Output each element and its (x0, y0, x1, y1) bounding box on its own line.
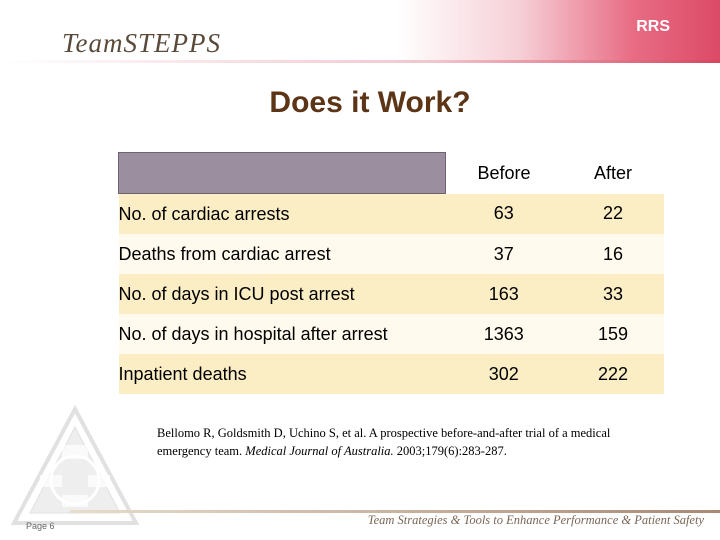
row-label: Deaths from cardiac arrest (119, 234, 446, 274)
table-header-row (119, 153, 665, 194)
table-row (119, 234, 665, 274)
before-value: 163 (446, 274, 563, 314)
row-label: No. of days in hospital after arrest (119, 314, 446, 354)
after-value: 159 (562, 314, 664, 354)
after-value: 22 (562, 194, 664, 235)
before-value: 302 (446, 354, 563, 394)
table-row (119, 274, 665, 314)
citation-authors-title: Bellomo R, Goldsmith D, Uchino S, et al. A prospective before-and-after trial of a medical emergency team. (157, 426, 611, 458)
table-row (119, 314, 665, 354)
column-header-before: Before (477, 162, 531, 183)
row-label: No. of cardiac arrests (119, 194, 446, 235)
column-header-after: After (593, 162, 632, 183)
footer-tagline: Team Strategies & Tools to Enhance Performance & Patient Safety (367, 513, 704, 527)
teamstepps-logo: TeamSTEPPS (62, 28, 222, 58)
table-corner-cell (119, 153, 446, 194)
after-value: 33 (562, 274, 664, 314)
citation-journal: Medical Journal of Australia. (245, 444, 394, 458)
before-value: 37 (446, 234, 563, 274)
citation-details: 2003;179(6):283-287. (393, 444, 507, 458)
table-row (119, 354, 665, 394)
after-value: 16 (562, 234, 664, 274)
table-row (119, 194, 665, 235)
after-value: 222 (562, 354, 664, 394)
row-label: No. of days in ICU post arrest (119, 274, 446, 314)
header-accent-band (0, 60, 720, 63)
slide-title: Does it Work? (269, 86, 471, 119)
outcomes-table (118, 152, 664, 394)
before-value: 1363 (446, 314, 563, 354)
reference-citation (157, 424, 637, 460)
before-value: 63 (446, 194, 563, 235)
page-number: Page 6 (26, 521, 55, 531)
section-badge: RRS (636, 18, 670, 35)
row-label: Inpatient deaths (119, 354, 446, 394)
